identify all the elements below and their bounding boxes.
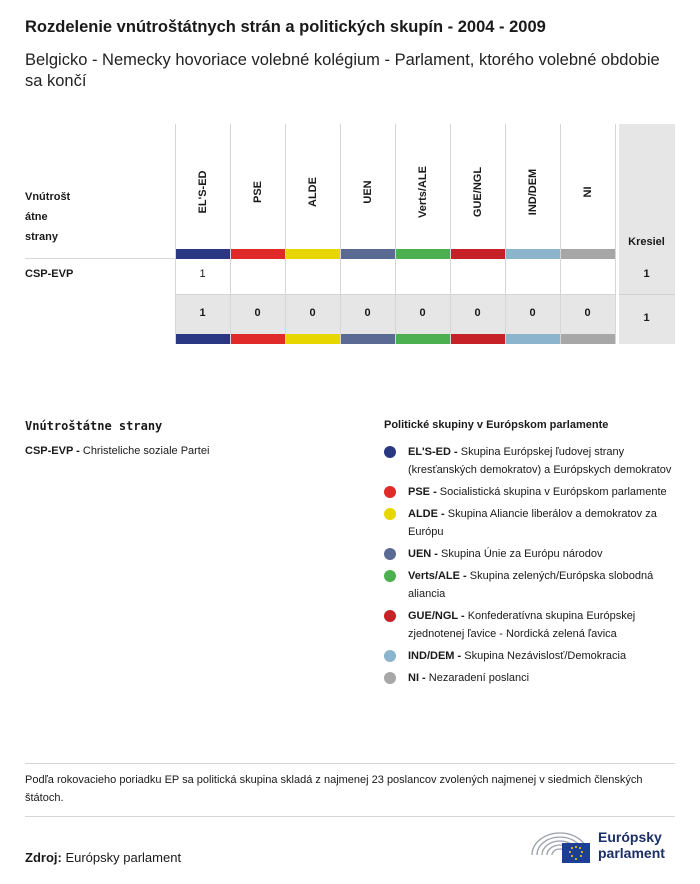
group-label: UEN: [361, 180, 374, 204]
group-label: Verts/ALE: [416, 166, 429, 218]
total-cell: 0: [309, 307, 316, 319]
total-cell: 0: [529, 307, 536, 319]
color-dot-icon: [384, 508, 396, 520]
group-color-bar: [561, 249, 615, 259]
table-cell: 1: [199, 268, 206, 280]
group-color-bar: [451, 334, 505, 344]
group-label: NI: [581, 186, 594, 198]
page-title: Rozdelenie vnútroštátnych strán a politických skupín - 2004 - 2009: [25, 18, 546, 36]
legend-item: GUE/NGL - Konfederatívna skupina Európskej zjednotenej ľavice - Nordická zelená ľavica: [384, 607, 674, 643]
legend-item: UEN - Skupina Únie za Európu národov: [384, 545, 674, 563]
total-cell: 0: [364, 307, 371, 319]
group-color-bar: [176, 334, 230, 344]
group-color-bar: [506, 334, 560, 344]
row-header: Vnútrošt átne strany: [25, 191, 71, 243]
political-groups-heading: Politické skupiny v Európskom parlamente: [384, 419, 609, 431]
group-label: PSE: [251, 180, 264, 204]
color-dot-icon: [384, 610, 396, 622]
color-dot-icon: [384, 548, 396, 560]
total-cell: 0: [474, 307, 481, 319]
group-column-header: [450, 124, 505, 249]
seats-value: 1: [643, 268, 650, 280]
group-color-bar: [231, 334, 285, 344]
group-color-bar: [231, 249, 285, 259]
row-divider: [619, 294, 675, 295]
divider: [25, 763, 675, 764]
parliament-hemicycle-icon: [528, 825, 592, 865]
european-parliament-logo: Európsky parlament: [528, 825, 678, 865]
party-name: CSP-EVP: [25, 268, 74, 280]
group-label: IND/DEM: [526, 168, 539, 216]
seats-header: Kresiel: [628, 236, 665, 248]
group-column-header: [175, 124, 230, 249]
group-label: ALDE: [306, 177, 319, 207]
color-dot-icon: [384, 446, 396, 458]
legend-item: PSE - Socialistická skupina v Európskom parlamente: [384, 483, 674, 501]
group-color-bar: [396, 334, 450, 344]
group-color-bar: [396, 249, 450, 259]
legend-item: Verts/ALE - Skupina zelených/Európska slobodná aliancia: [384, 567, 674, 603]
total-cell: 1: [199, 307, 206, 319]
group-color-bar: [451, 249, 505, 259]
legend-item: IND/DEM - Skupina Nezávislosť/Demokracia: [384, 647, 674, 665]
divider: [25, 816, 675, 817]
national-party-item: CSP-EVP - Christeliche soziale Partei: [25, 445, 210, 457]
group-column-header: [560, 124, 615, 249]
group-label: EL'S-ED: [196, 170, 209, 214]
group-column-header: [230, 124, 285, 249]
legend-item: ALDE - Skupina Aliancie liberálov a demokratov za Európu: [384, 505, 674, 541]
total-cell: 0: [419, 307, 426, 319]
color-dot-icon: [384, 486, 396, 498]
distribution-table: [25, 124, 675, 344]
page-subtitle: Belgicko - Nemecky hovoriace volebné kolégium - Parlament, ktorého volebné obdobie sa končí: [25, 51, 660, 90]
seats-column-bg: [619, 124, 675, 344]
total-cell: 0: [254, 307, 261, 319]
color-dot-icon: [384, 650, 396, 662]
legend-item: NI - Nezaradení poslanci: [384, 669, 674, 687]
total-cell: 0: [584, 307, 591, 319]
column-divider: [615, 124, 616, 344]
group-column-header: [395, 124, 450, 249]
footnote: Podľa rokovacieho poriadku EP sa politická skupina skladá z najmenej 23 poslancov zvolených najmenej v siedmich členských štátoch.: [25, 774, 643, 804]
group-column-header: [505, 124, 560, 249]
row-divider: [175, 294, 615, 295]
legend-item: EL'S-ED - Skupina Európskej ľudovej strany (kresťanských demokratov) a Európskych demokratov: [384, 443, 674, 479]
group-color-bar: [286, 249, 340, 259]
color-dot-icon: [384, 570, 396, 582]
national-parties-heading: Vnútroštátne strany: [25, 419, 163, 433]
group-column-header: [340, 124, 395, 249]
source-line: Zdroj: Európsky parlament: [25, 850, 182, 865]
group-color-bar: [286, 334, 340, 344]
group-color-bar: [176, 249, 230, 259]
group-column-header: [285, 124, 340, 249]
group-color-bar: [341, 249, 395, 259]
group-color-bar: [506, 249, 560, 259]
group-color-bar: [561, 334, 615, 344]
political-groups-legend: [384, 443, 674, 691]
color-dot-icon: [384, 672, 396, 684]
group-color-bar: [341, 334, 395, 344]
group-label: GUE/NGL: [471, 166, 484, 218]
seats-total: 1: [643, 312, 650, 324]
